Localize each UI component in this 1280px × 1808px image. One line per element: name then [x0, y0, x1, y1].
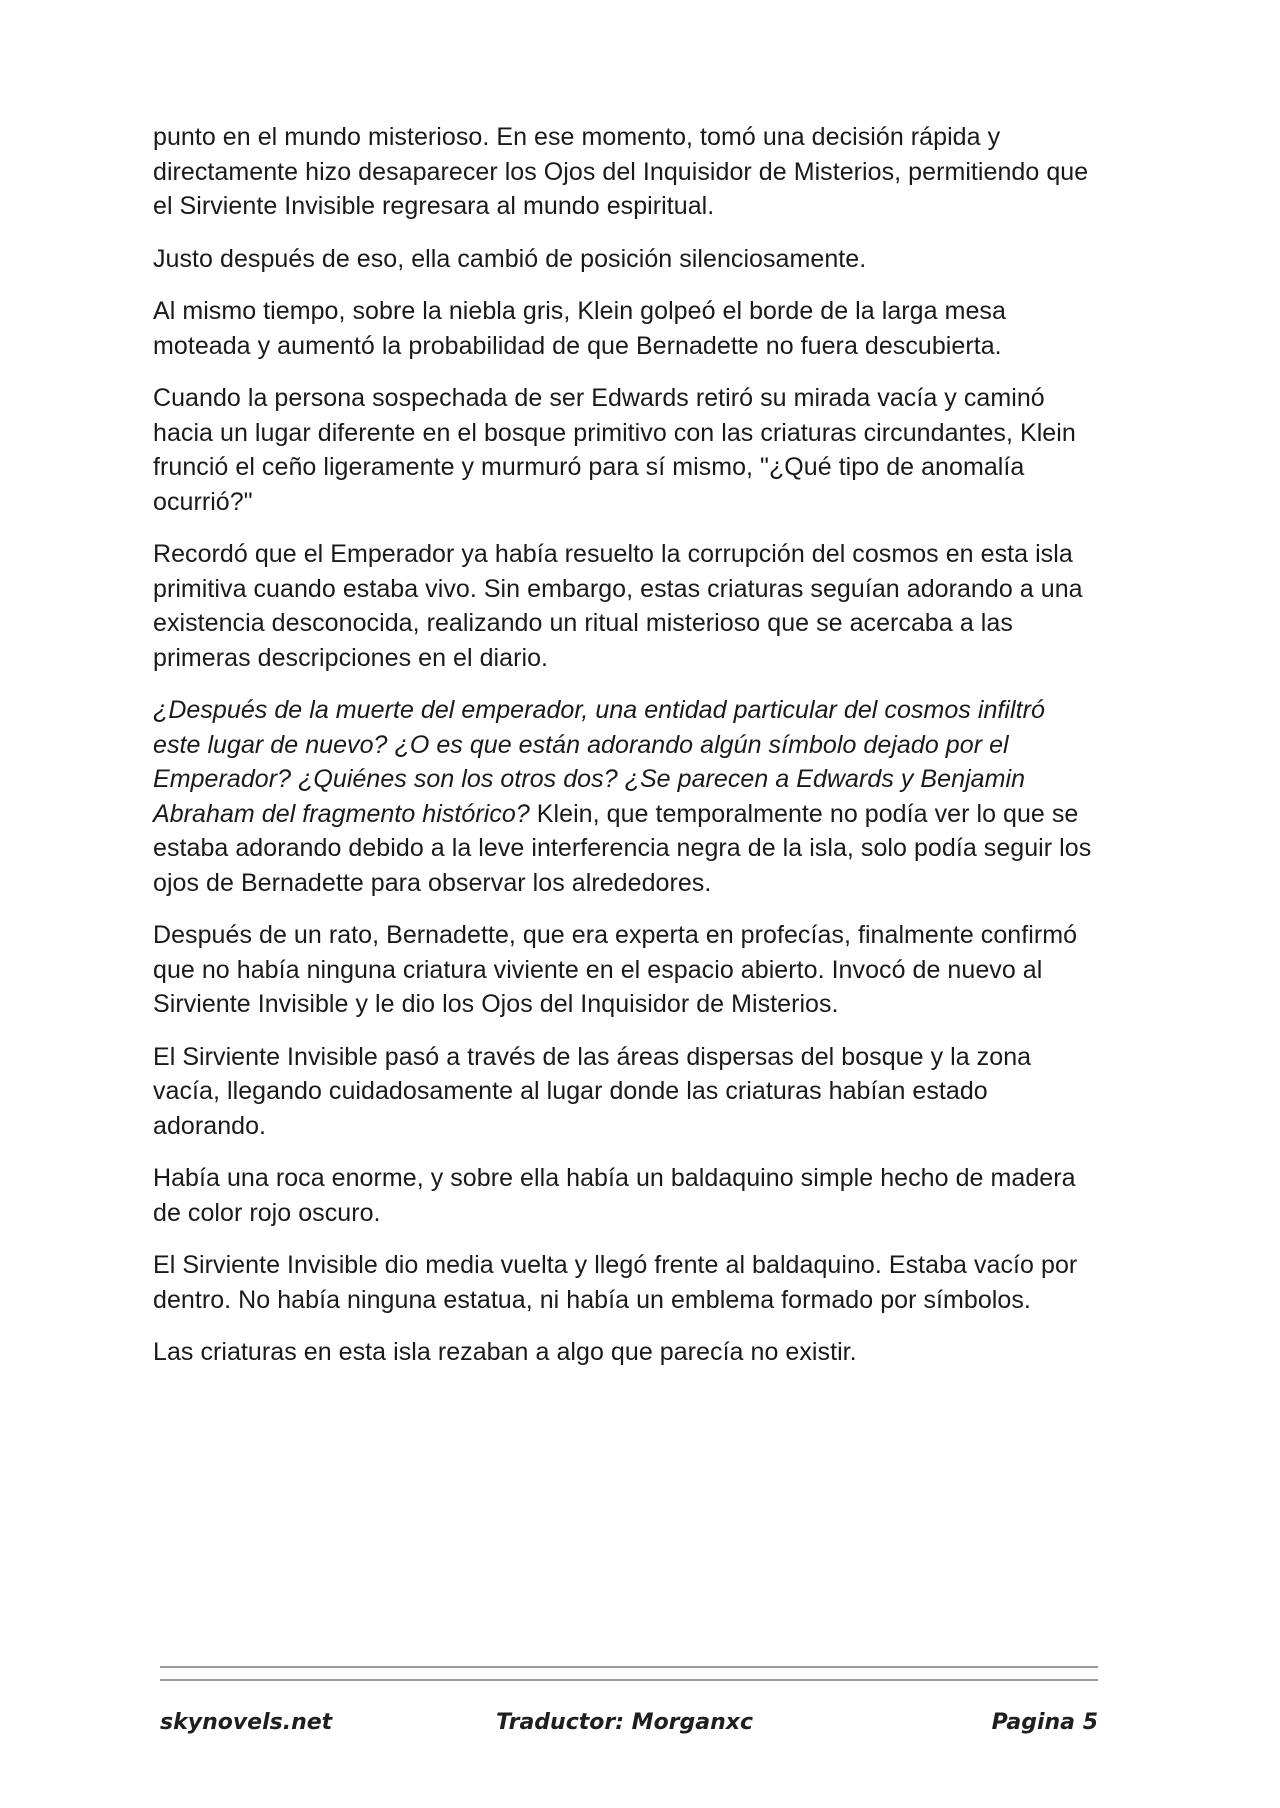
page-footer [160, 1710, 1098, 1750]
body-text [153, 120, 1098, 1388]
paragraph-4: Cuando la persona sospechada de ser Edwards retiró su mirada vacía y caminó hacia un lugar diferente en el bosque primitivo con las criaturas circundantes, Klein frunció el ceño ligeramente y murmuró para sí mismo, "¿Qué tipo de anomalía ocurrió?" [153, 384, 1076, 516]
paragraph-9: Había una roca enorme, y sobre ella había un baldaquino simple hecho de madera de color rojo oscuro. [153, 1164, 1076, 1227]
paragraph-8: El Sirviente Invisible pasó a través de las áreas dispersas del bosque y la zona vacía, llegando cuidadosamente al lugar donde las criaturas habían estado adorando. [153, 1042, 1032, 1140]
footer-translator: Traductor: Morganxc [496, 1710, 754, 1735]
paragraph-7: Después de un rato, Bernadette, que era experta en profecías, finalmente confirmó que no había ninguna criatura viviente en el espacio abierto. Invocó de nuevo al Sirviente Invisible y le dio los Ojos del Inquisidor de Misterios. [153, 921, 1078, 1018]
footer-page-number: Pagina 5 [991, 1710, 1098, 1735]
footer-site: skynovels.net [160, 1710, 333, 1735]
footer-divider-top [160, 1666, 1098, 1668]
paragraph-3: Al mismo tiempo, sobre la niebla gris, Klein golpeó el borde de la larga mesa moteada y aumentó la probabilidad de que Bernadette no fuera descubierta. [153, 297, 1006, 360]
footer-divider-bottom [160, 1679, 1098, 1681]
italic-thought: ¿Después de la muerte del emperador, una entidad particular del cosmos infiltró este lugar de nuevo? ¿O es que están adorando algún símbolo dejado por el Emperador? ¿Quiénes son los otros dos? ¿Se parecen a Edwards y Benjamin Abraham del fragmento histórico? [153, 696, 1045, 828]
paragraph-6: ¿Después de la muerte del emperador, una entidad particular del cosmos infiltró este lugar de nuevo? ¿O es que están adorando algún símbolo dejado por el Emperador? ¿Quiénes son los otros dos? ¿Se parecen a Edwards y Benjamin Abraham del fragmento histórico? Klein, que temporalmente no podía ver lo que se estaba adorando debido a la leve interferencia negra de la isla, solo podía seguir los ojos de Bernadette para observar los alrededores. [153, 696, 1092, 897]
paragraph-5: Recordó que el Emperador ya había resuelto la corrupción del cosmos en esta isla primitiva cuando estaba vivo. Sin embargo, estas criaturas seguían adorando a una existencia desconocida, realizando un ritual misterioso que se acercaba a las primeras descripciones en el diario. [153, 540, 1083, 672]
paragraph-1: punto en el mundo misterioso. En ese momento, tomó una decisión rápida y directamente hizo desaparecer los Ojos del Inquisidor de Misterios, permitiendo que el Sirviente Invisible regresara al mundo espiritual. [153, 123, 1089, 220]
paragraph-11: Las criaturas en esta isla rezaban a algo que parecía no existir. [153, 1338, 857, 1366]
paragraph-10: El Sirviente Invisible dio media vuelta y llegó frente al baldaquino. Estaba vacío por dentro. No había ninguna estatua, ni había un emblema formado por símbolos. [153, 1251, 1078, 1314]
paragraph-2: Justo después de eso, ella cambió de posición silenciosamente. [153, 244, 867, 273]
